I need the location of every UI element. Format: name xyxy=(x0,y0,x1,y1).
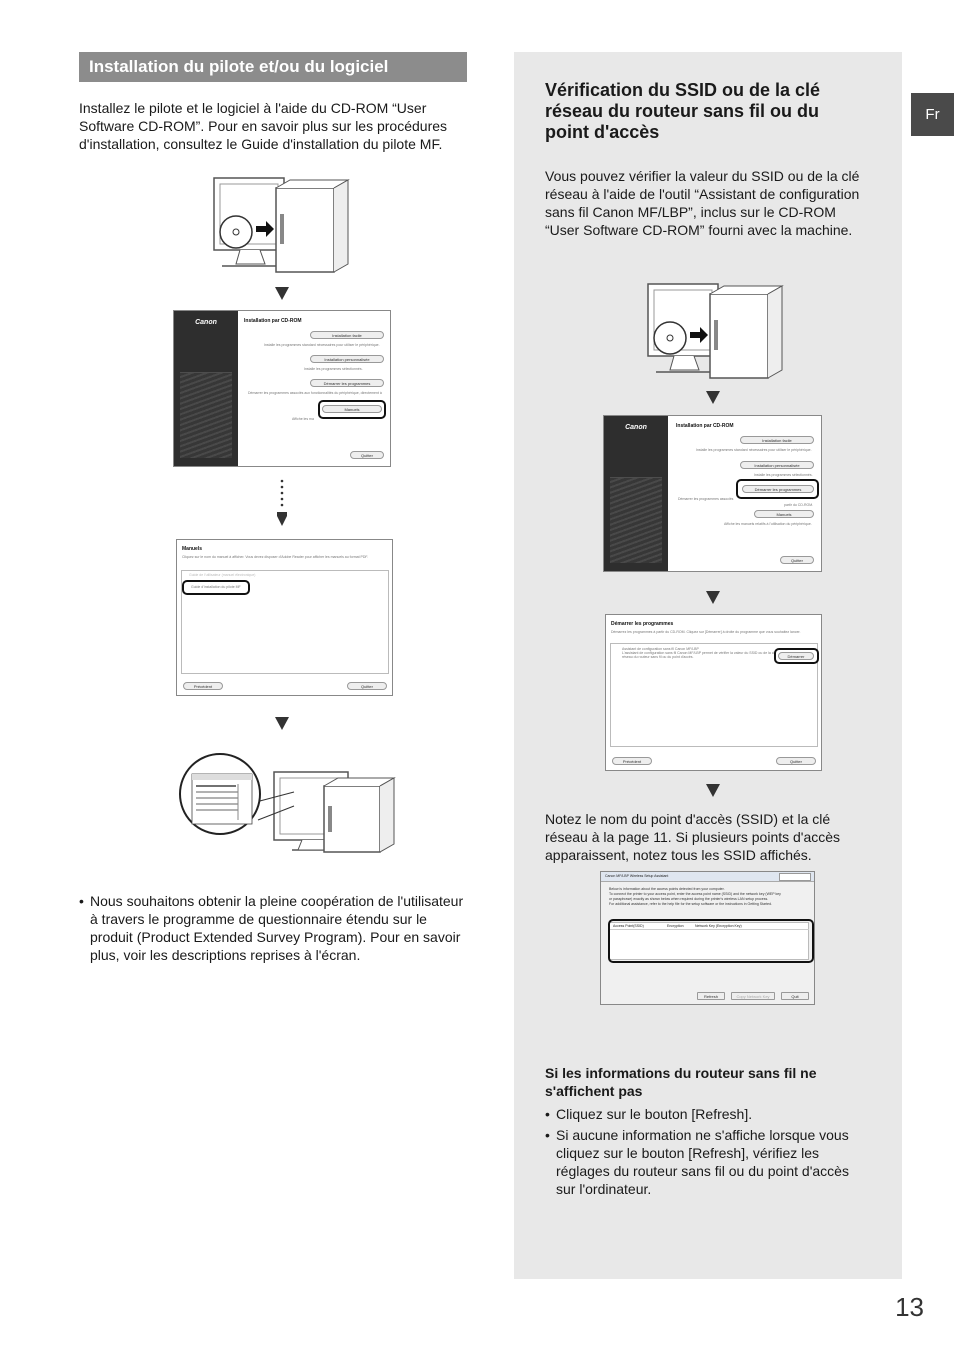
screen-heading: Démarrer les programmes xyxy=(611,621,674,627)
easy-install-button[interactable]: Installation facile xyxy=(740,436,814,444)
computer-manual-illustration xyxy=(178,750,400,854)
column-network-key: Network Key (Encryption Key) xyxy=(695,924,742,928)
canon-logo: Canon xyxy=(195,319,217,326)
cdrom-setup-screenshot: Canon Installation par CD-ROM Installation facile Installe les programmes standard nécessaires pour utiliser le périphérique. Installation personnalisée Installe les programmes sélectionnés. Démarrer les programmes Démarrer les programmes associés aux fonctionnalités du périphérique, directement à Manuels Affiche les ma Quitter xyxy=(173,310,391,467)
cdrom-setup-screenshot: Canon Installation par CD-ROM Installation facile Installe les programmes standard nécessaires pour utiliser le périphérique. Installation personnalisée Installe les programmes sélectionnés. Démarrer les programmes Démarrer les programmes associés partir du CD-ROM. Manuels Affiche les manuels relatifs à l'utilisation du périphérique. Quitter xyxy=(603,415,822,572)
start-programs-button[interactable]: Démarrer les programmes xyxy=(310,379,384,387)
quit-button[interactable]: Quitter xyxy=(776,757,816,765)
easy-install-button[interactable]: Installation facile xyxy=(310,331,384,339)
bullet-item: • Cliquez sur le bouton [Refresh]. xyxy=(545,1105,870,1123)
window-controls[interactable] xyxy=(779,873,811,881)
highlight-frame xyxy=(774,648,819,664)
screen-heading: Installation par CD-ROM xyxy=(244,318,302,324)
right-bullet-list xyxy=(545,1105,870,1198)
manuals-button[interactable]: Manuels xyxy=(754,510,814,518)
back-button[interactable]: Précédent xyxy=(183,682,223,690)
bullet-item: • Nous souhaitons obtenir la pleine coopération de l'utilisateur à travers le programme de questionnaire étendu sur le produit (Product Extended Survey Program). Pour en savoir plus, voir les descriptions reprises à l'écran. xyxy=(79,892,471,964)
start-button[interactable]: Démarrer xyxy=(778,652,814,660)
quit-button[interactable]: Quitter xyxy=(350,451,384,459)
highlight-frame xyxy=(318,400,386,419)
step-arrow-icon xyxy=(275,287,289,300)
quit-button[interactable]: Quitter xyxy=(347,682,387,690)
back-button[interactable]: Précédent xyxy=(612,757,652,765)
column-encryption: Encryption xyxy=(667,924,684,928)
dotted-arrow xyxy=(277,478,287,528)
language-tab: Fr xyxy=(911,93,954,136)
start-programs-screenshot: Démarrer les programmes Démarrez les programmes à partir du CD-ROM. Cliquez sur [Démarrer] à droite du programme que vous souhaitez lancer. Assistant de configuration sans fil Canon MF/LBP L'assistant de configuration sans fil Canon MF/LBP permet de vérifier la valeur du SSID ou de la clé réseau du routeur sans fil ou du point d'accès. Démarrer Précédent Quitter xyxy=(605,614,822,771)
window-title: Canon MF/LBP Wireless Setup Assistant xyxy=(605,874,669,878)
right-subtitle: Si les informations du routeur sans fil ne s'affichent pas xyxy=(545,1065,817,1099)
step-arrow-icon xyxy=(706,391,720,404)
step-arrow-icon xyxy=(275,717,289,730)
right-section-title: Vérification du SSID ou de la clé réseau du routeur sans fil ou du point d'accès xyxy=(545,80,821,142)
left-bullet-list xyxy=(79,892,471,964)
refresh-button[interactable]: Refresh xyxy=(697,992,725,1000)
computer-cd-illustration xyxy=(644,280,794,384)
right-note-text: Notez le nom du point d'accès (SSID) et la clé réseau à la page 11. Si plusieurs points d'accès apparaissent, notez tous les SSID affichés. xyxy=(545,811,841,863)
start-programs-button[interactable]: Démarrer les programmes xyxy=(742,485,814,493)
step-arrow-icon xyxy=(706,784,720,797)
left-intro-text: Installez le pilote et le logiciel à l'aide du CD-ROM “User Software CD-ROM”. Pour en savoir plus sur les procédures d'installation, consultez le Guide d'installation du pilote MF. xyxy=(79,100,448,152)
bullet-item: • Si aucune information ne s'affiche lorsque vous cliquez sur le bouton [Refresh], vérifiez les réglages du routeur sans fil ou du point d'accès sur l'ordinateur. xyxy=(545,1126,870,1198)
program-item: Assistant de configuration sans fil Canon MF/LBP xyxy=(622,647,699,651)
screen-heading: Manuels xyxy=(182,546,203,552)
right-intro-text: Vous pouvez vérifier la valeur du SSID ou de la clé réseau à l'aide de l'outil “Assistant de configuration sans fil Canon MF/LBP”, inclus sur le CD-ROM “User Software CD-ROM” fourni avec la machine. xyxy=(545,168,860,238)
highlight-frame xyxy=(182,580,250,595)
copy-key-button[interactable]: Copy Network Key xyxy=(731,992,775,1000)
quit-button[interactable]: Quit xyxy=(781,992,809,1000)
quit-button[interactable]: Quitter xyxy=(780,556,814,564)
highlight-frame xyxy=(608,919,814,963)
highlight-frame xyxy=(736,479,819,499)
manuals-button[interactable]: Manuels xyxy=(322,405,382,413)
custom-install-button[interactable]: Installation personnalisée xyxy=(740,461,814,469)
manuals-screenshot: Manuels Cliquez sur le nom du manuel à afficher. Vous devez disposer d'Adobe Reader pour afficher les manuels au format PDF. Guide de l'utilisateur (manuel électronique) Guide d'installation du pilote MF Précédent Quitter xyxy=(176,539,393,696)
step-arrow-icon xyxy=(706,591,720,604)
canon-logo: Canon xyxy=(625,424,647,431)
column-ssid: Access Point(SSID) xyxy=(613,924,644,928)
screen-heading: Installation par CD-ROM xyxy=(676,423,734,429)
wireless-assistant-screenshot: Canon MF/LBP Wireless Setup Assistant Below is information about the access points detected from your computer. To connect the printer to your access point, enter the access point name (SSID) and the network key (WEP key or passphrase) exactly as shown below when required during the printer's wireless LAN setup process. For additional assistance, refer to the help file for the setup software or the instructions in Getting Started. Access Point(SSID) Encryption Network Key (Encryption Key) Refresh Copy Network Key Quit xyxy=(600,871,815,1005)
computer-cd-illustration xyxy=(210,174,360,280)
custom-install-button[interactable]: Installation personnalisée xyxy=(310,355,384,363)
page-number: 13 xyxy=(895,1292,924,1322)
manual-item[interactable]: Guide d'installation du pilote MF xyxy=(191,585,241,589)
left-section-title: Installation du pilote et/ou du logiciel xyxy=(79,52,467,82)
